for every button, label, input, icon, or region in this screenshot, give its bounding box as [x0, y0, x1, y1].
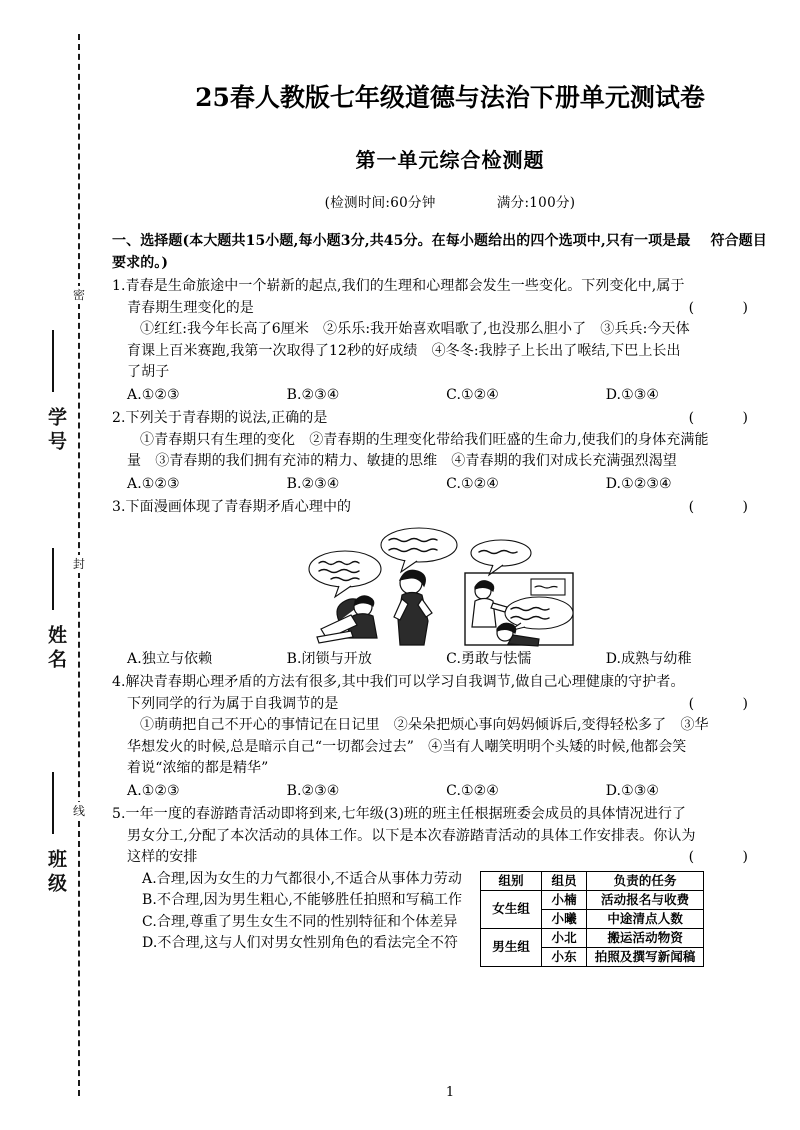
seal-char-feng: 封 — [68, 555, 90, 573]
question-1-options — [112, 385, 770, 407]
table-header-row — [481, 871, 704, 890]
question-3-option-d[interactable]: D.成熟与幼稚 — [605, 650, 692, 667]
question-4-stem-line-1: 4.解决青春期心理矛盾的方法有很多,其中我们可以学习自我调节,做自己心理健康的守护者。 — [112, 674, 685, 690]
question-1-option-d[interactable]: D.①③④ — [605, 386, 660, 403]
question-4-option-c[interactable]: C.①②④ — [446, 782, 499, 799]
table-header-group: 组别 — [481, 871, 542, 890]
question-2-option-a[interactable]: A.①②③ — [127, 475, 180, 492]
section-heading-line-2: 符合题目要求的。) — [112, 233, 767, 271]
table-cell-member: 小东 — [542, 947, 587, 966]
paper-content — [100, 0, 800, 1130]
question-4-option-b[interactable]: B.②③④ — [286, 782, 340, 799]
student-id-label: 学号 — [45, 407, 67, 455]
table-cell-member: 小北 — [542, 928, 587, 947]
question-4-stem-text: 下列同学的行为属于自我调节的是 — [127, 695, 339, 712]
question-3-option-b[interactable]: B.闭锁与开放 — [286, 650, 373, 667]
question-2-stem-text: 2.下列关于青春期的说法,正确的是 — [112, 410, 328, 426]
question-4-statement-2: 华想发火的时候,总是暗示自己“一切都会过去” ④当有人嘲笑明明个头矮的时候,他都会笑 — [127, 738, 687, 755]
question-1-stem-line-1: 1.青春是生命旅途中一个崭新的起点,我们的生理和心理都会发生一些变化。下列变化中,属于 — [112, 278, 685, 294]
question-5-stem-text: 这样的安排 — [127, 849, 198, 865]
table-cell-task: 搬运活动物资 — [587, 928, 704, 947]
question-1-statement-2: 育课上百米赛跑,我第一次取得了12秒的好成绩 ④冬冬:我脖子上长出了喉结,下巴上长出 — [127, 342, 681, 359]
exam-meta — [100, 173, 800, 211]
class-write-line — [52, 772, 54, 834]
question-4-statement-3: 着说“浓缩的都是精华” — [127, 760, 269, 776]
table-cell-group-boys: 男生组 — [481, 928, 542, 966]
question-2-option-b[interactable]: B.②③④ — [286, 475, 340, 492]
seal-char-mi: 密 — [68, 286, 90, 304]
question-2-statement-1: ①青春期只有生理的变化 ②青春期的生理变化带给我们旺盛的生命力,使我们的身体充满能 — [140, 431, 709, 448]
question-4-statement-1: ①萌萌把自己不开心的事情记在日记里 ②朵朵把烦心事向妈妈倾诉后,变得轻松多了 ③华 — [140, 717, 709, 733]
table-header-member: 组员 — [542, 871, 587, 890]
exam-total-score: 满分:100分) — [496, 195, 576, 211]
question-3-stem-line-1 — [112, 497, 770, 519]
table-cell-task: 中途清点人数 — [587, 909, 704, 928]
table-cell-member: 小曦 — [542, 909, 587, 928]
question-4-answer-bracket: ( ) — [688, 695, 770, 712]
question-1-stem-text: 青春期生理变化的是 — [127, 299, 254, 316]
comic-svg — [305, 525, 577, 647]
class-label: 班级 — [45, 849, 67, 897]
question-5-option-a[interactable]: A.合理,因为女生的力气都很小,不适合从事体力劳动 — [142, 870, 462, 887]
question-5-option-b[interactable]: B.不合理,因为男生粗心,不能够胜任拍照和写稿工作 — [142, 892, 463, 908]
seal-char-xian: 线 — [68, 802, 90, 820]
question-3-answer-bracket: ( ) — [688, 499, 770, 515]
question-2-option-d[interactable]: D.①②③④ — [605, 475, 672, 492]
question-5-body-row — [112, 869, 770, 967]
table-header-task: 负责的任务 — [587, 871, 704, 890]
table-cell-task: 拍照及撰写新闻稿 — [587, 947, 704, 966]
question-3-option-c[interactable]: C.勇敢与怯懦 — [446, 650, 532, 667]
question-1 — [112, 276, 770, 406]
question-5-stem-line-1: 5.一年一度的春游踏青活动即将到来,七年级(3)班的班主任根据班委会成员的具体情况进行了 — [112, 806, 687, 822]
page-subtitle: 第一单元综合检测题 — [355, 148, 545, 172]
question-4-option-a[interactable]: A.①②③ — [127, 782, 180, 799]
student-name-label: 姓名 — [45, 625, 67, 673]
question-5-option-d[interactable]: D.不合理,这与人们对男女性别角色的看法完全不符 — [142, 935, 459, 951]
page-number: 1 — [445, 1085, 455, 1100]
table-row — [481, 890, 704, 909]
question-4 — [112, 672, 770, 802]
question-4-options — [112, 781, 770, 803]
question-1-option-a[interactable]: A.①②③ — [127, 386, 180, 403]
work-arrangement-table — [480, 871, 704, 967]
question-2-options — [112, 474, 770, 496]
question-1-statement-3: 了胡子 — [127, 364, 170, 380]
page-title: 25春人教版七年级道德与法治下册单元测试卷 — [195, 83, 705, 112]
question-5-stem-line-2: 男女分工,分配了本次活动的具体工作。以下是本次春游踏青活动的具体工作安排表。你认为 — [127, 827, 696, 844]
question-2 — [112, 408, 770, 495]
question-3-options — [112, 649, 770, 671]
question-1-option-c[interactable]: C.①②④ — [446, 386, 499, 403]
question-2-statement-2: 量 ③青春期的我们拥有充沛的精力、敏捷的思维 ④青春期的我们对成长充满强烈渴望 — [127, 453, 677, 469]
exam-duration: (检测时间:60分钟 — [324, 195, 436, 211]
question-3 — [112, 497, 770, 670]
table-cell-task: 活动报名与收费 — [587, 890, 704, 909]
section-heading — [112, 231, 770, 274]
question-1-option-b[interactable]: B.②③④ — [286, 386, 340, 403]
table-row — [481, 928, 704, 947]
question-5-answer-bracket: ( ) — [688, 849, 770, 865]
question-2-answer-bracket: ( ) — [688, 410, 770, 426]
student-id-write-line — [52, 330, 54, 392]
question-1-answer-bracket: ( ) — [688, 299, 770, 316]
question-2-option-c[interactable]: C.①②④ — [446, 475, 499, 492]
question-3-option-a[interactable]: A.独立与依赖 — [127, 650, 213, 667]
question-5 — [112, 804, 770, 967]
question-3-stem-text: 3.下面漫画体现了青春期矛盾心理中的 — [112, 499, 352, 515]
table-cell-member: 小楠 — [542, 890, 587, 909]
question-5-stem-line-3 — [112, 847, 770, 869]
student-name-write-line — [52, 548, 54, 610]
seal-strip — [0, 0, 100, 1130]
question-1-statement-1: ①红红:我今年长高了6厘米 ②乐乐:我开始喜欢唱歌了,也没那么胆小了 ③兵兵:今天体 — [140, 321, 690, 337]
table-cell-group-girls: 女生组 — [481, 890, 542, 928]
puberty-comic-illustration — [305, 525, 577, 647]
question-1-stem-line-2 — [112, 298, 770, 320]
question-5-option-c[interactable]: C.合理,尊重了男生女生不同的性别特征和个体差异 — [142, 913, 458, 930]
question-2-stem-line-1 — [112, 408, 770, 430]
paper-body — [100, 231, 800, 967]
question-5-options — [127, 869, 462, 955]
question-4-option-d[interactable]: D.①③④ — [605, 782, 660, 799]
section-heading-line-1: 一、选择题(本大题共15小题,每小题3分,共45分。在每小题给出的四个选项中,只有一项是最 — [112, 233, 691, 249]
question-4-stem-line-2 — [112, 694, 770, 716]
